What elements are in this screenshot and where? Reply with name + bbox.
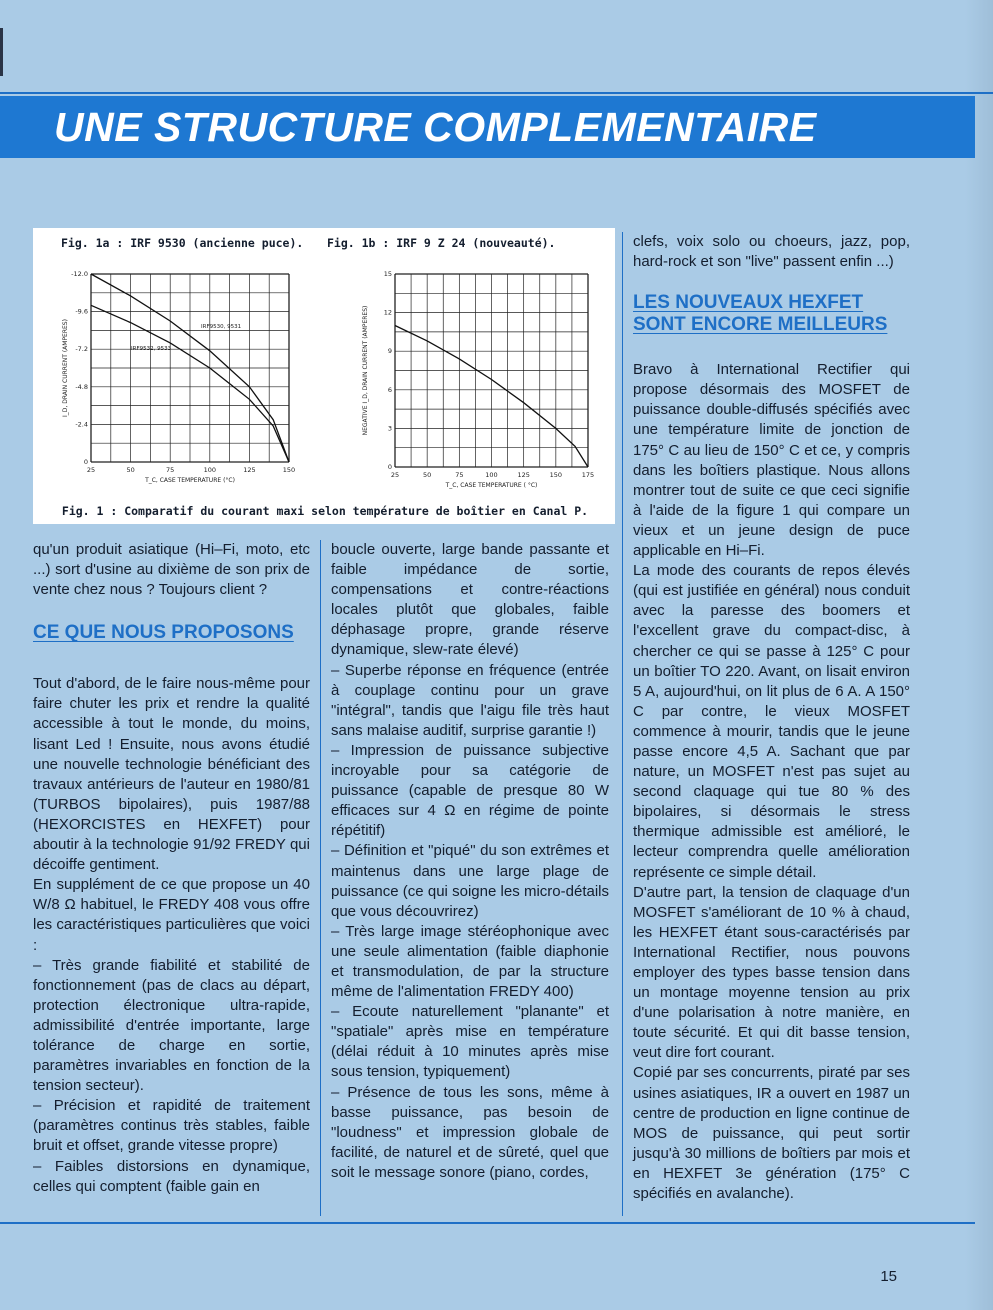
y-tick-label: 6 xyxy=(387,385,392,394)
paragraph: – Superbe réponse en fréquence (entrée à couplage continu pour un grave "intégral", tandis que l'aigu file très haut sans malaise auditif, surprise garantie !) xyxy=(331,661,609,739)
x-tick-label: 100 xyxy=(485,471,498,479)
paragraph: Copié par ses concurrents, piraté par ses usines asiatiques, IR a ouvert en 1987 un centre de production en ligne continue de MOS de puissance, qui peut sortir jusqu'à 30 millions de boîtiers par mois et en HEXFET 3e génération (175° C spécifiés en avalanche). xyxy=(633,1064,910,1203)
y-tick-label: -12.0 xyxy=(71,270,88,278)
x-axis-label: T_C, CASE TEMPERATURE (°C) xyxy=(145,477,235,484)
text-column-1 xyxy=(33,540,310,1197)
paragraph: qu'un produit asiatique (Hi–Fi, moto, etc ...) sort d'usine au dixième de son prix de vente chez nous ? Toujours client ? xyxy=(33,541,310,599)
paragraph: Bravo à International Rectifier qui propose désormais des MOSFET de puissance double-diffusés spécifiés avec une température limite de jonction de 175° C au lieu de 150° C et ce, y compris dans les boîtiers plastique. Nous allons montrer tout de suite ce que ceci signifie à l'aide de la figure 1 qui compare un vieux et un jeune design de puce applicable en Hi–Fi. xyxy=(633,361,910,560)
x-tick-label: 25 xyxy=(86,466,96,474)
y-tick-label: 3 xyxy=(387,424,392,433)
paragraph: – Précision et rapidité de traitement (paramètres continus très stables, faible bruit et offset, grande vitesse propre) xyxy=(33,1097,310,1155)
series-label: IRF9530, 9531 xyxy=(201,324,242,330)
figure-caption-main: Fig. 1 : Comparatif du courant maxi selon température de boîtier en Canal P. xyxy=(61,504,589,518)
paragraph: Tout d'abord, de le faire nous-même pour faire chuter les prix et rendre la qualité accessible à tout le monde, du moins, lisant Led ! Ensuite, nous avons étudié une nouvelle technologie bénéficiant des travaux antérieurs de l'auteur en 1980/81 (TURBOS bipolaires), puis 1987/88 (HEXORCISTES en HEXFET) pour aboutir à la technologie 91/92 FREDY qui décoiffe gentiment. xyxy=(33,675,310,874)
y-axis-label: NEGATIVE I_D, DRAIN CURRENT (AMPERES) xyxy=(362,305,369,436)
paragraph: – Présence de tous les sons, même à basse puissance, pas besoin de "loudness" et impression globale de facilité, de naturel et de sûreté, quel que soit le message sonore (piano, cordes, xyxy=(331,1083,609,1181)
column-divider-2 xyxy=(622,232,623,1216)
series-label: IRF9532, 9533 xyxy=(131,346,172,352)
text-column-2 xyxy=(331,540,609,1183)
x-tick-label: 125 xyxy=(243,466,256,474)
bottom-rule xyxy=(0,1222,975,1224)
y-tick-label: -2.4 xyxy=(75,420,88,429)
paragraph: clefs, voix solo ou choeurs, jazz, pop, hard-rock et son "live" passent enfin ...) xyxy=(633,233,910,271)
paragraph: D'autre part, la tension de claquage d'un MOSFET s'améliorant de 10 % à chaud, les HEXFET étant sous-caractérisés par International Rectifier, nous pouvons employer des types basse tension dans un montage moyenne tension au prix d'une polarisation à notre manière, en toute sécurité. Et qui dit basse tension, veut dire fort courant. xyxy=(633,883,910,1062)
chart-fig-1b xyxy=(323,264,613,498)
figure-box xyxy=(33,228,615,524)
chart-fig-1a xyxy=(33,264,323,498)
paragraph: – Faibles distorsions en dynamique, celles qui comptent (faible gain en xyxy=(33,1157,310,1195)
heading-line: LES NOUVEAUX HEXFET xyxy=(633,292,864,314)
x-tick-label: 125 xyxy=(517,471,530,479)
x-tick-label: 150 xyxy=(549,471,563,479)
x-tick-label: 50 xyxy=(423,471,432,479)
x-tick-label: 175 xyxy=(581,471,595,479)
paragraph: – Très large image stéréophonique avec une seule alimentation (faible diaphonie et transmodulation, de par la structure même de l'alimentation FREDY 400) xyxy=(331,922,609,1001)
title-banner xyxy=(0,96,975,158)
y-axis-label: I_D, DRAIN CURRENT (AMPERES) xyxy=(62,319,69,417)
x-axis-label: T_C, CASE TEMPERATURE ( °C) xyxy=(445,482,538,489)
paragraph: boucle ouverte, large bande passante et faible impédance de sortie, compensations et contre-réactions locales plutôt que globales, faible déphasage propre, grande réserve dynamique, slew-rate élevé) xyxy=(331,541,609,659)
paragraph: – Ecoute naturellement "planante" et "spatiale" après mise en température (délai réduit à 10 minutes après mise sous tension, typiquement) xyxy=(331,1003,609,1081)
heading-line: SONT ENCORE MEILLEURS xyxy=(633,314,888,336)
page-number: 15 xyxy=(880,1268,897,1285)
paragraph: – Très grande fiabilité et stabilité de fonctionnement (pas de clacs au départ, protection électronique ultra-rapide, admissibilité d'entrée importante, large tolérance de charge en sortie, paramètres invariables en fonction de la tension secteur). xyxy=(33,956,310,1095)
paragraph: En supplément de ce que propose un 40 W/8 Ω habituel, le FREDY 408 vous offre les caractéristiques particulières que voici : xyxy=(33,876,310,954)
x-tick-label: 75 xyxy=(455,471,464,479)
x-tick-label: 50 xyxy=(126,466,135,474)
y-tick-label: -7.2 xyxy=(75,345,88,354)
y-tick-label: 9 xyxy=(387,347,392,356)
x-tick-label: 150 xyxy=(282,466,296,474)
y-tick-label: 12 xyxy=(383,308,392,317)
paragraph: La mode des courants de repos élevés (qui est justifiée en général) nous conduit avec la paresse des boomers et l'excellent grave du compact-disc, à chercher ce qui se passe à 125° C pour un boîtier TO 220. Avant, on lisait environ 5 A, aujourd'hui, on lit plus de 6 A. A 150° C par contre, le vieux MOSFET commence à mourir, tandis que le jeune passe encore 4,5 A. Sachant que par nature, un MOSFET n'est pas sujet au second claquage qui tue 80 % des bipolaires, si désormais le stress thermique admissible est amélioré, le lecteur comprendra quelle amélioration représente ce simple détail. xyxy=(633,562,910,881)
section-heading-nouveaux-hexfet xyxy=(633,292,910,336)
section-heading-ce-que-nous-proposons: CE QUE NOUS PROPOSONS xyxy=(33,622,294,644)
y-tick-label: -4.8 xyxy=(75,382,88,391)
column-divider-1 xyxy=(320,540,321,1216)
x-tick-label: 25 xyxy=(390,471,400,479)
x-tick-label: 100 xyxy=(203,466,217,474)
y-tick-label: 0 xyxy=(387,463,392,471)
figure-caption-b: Fig. 1b : IRF 9 Z 24 (nouveauté). xyxy=(327,236,556,250)
page-title: UNE STRUCTURE COMPLEMENTAIRE xyxy=(54,103,817,150)
page-edge-shadow xyxy=(965,0,993,1310)
figure-caption-a: Fig. 1a : IRF 9530 (ancienne puce). xyxy=(61,236,304,250)
y-tick-label: -9.6 xyxy=(75,307,88,316)
paragraph: – Définition et "piqué" du son extrêmes et maintenus dans une large plage de puissance (ce qui soigne les micro-détails que vous découvrirez) xyxy=(331,842,609,920)
margin-mark xyxy=(0,28,3,76)
text-column-3 xyxy=(633,232,910,1204)
paragraph: – Impression de puissance subjective incroyable pour sa catégorie de puissance (capable de presque 80 W efficaces sur 4 Ω en régime de pointe répétitif) xyxy=(331,741,609,840)
x-tick-label: 75 xyxy=(166,466,175,474)
top-rule xyxy=(0,92,993,94)
y-tick-label: 0 xyxy=(83,458,88,466)
y-tick-label: 15 xyxy=(383,270,392,278)
